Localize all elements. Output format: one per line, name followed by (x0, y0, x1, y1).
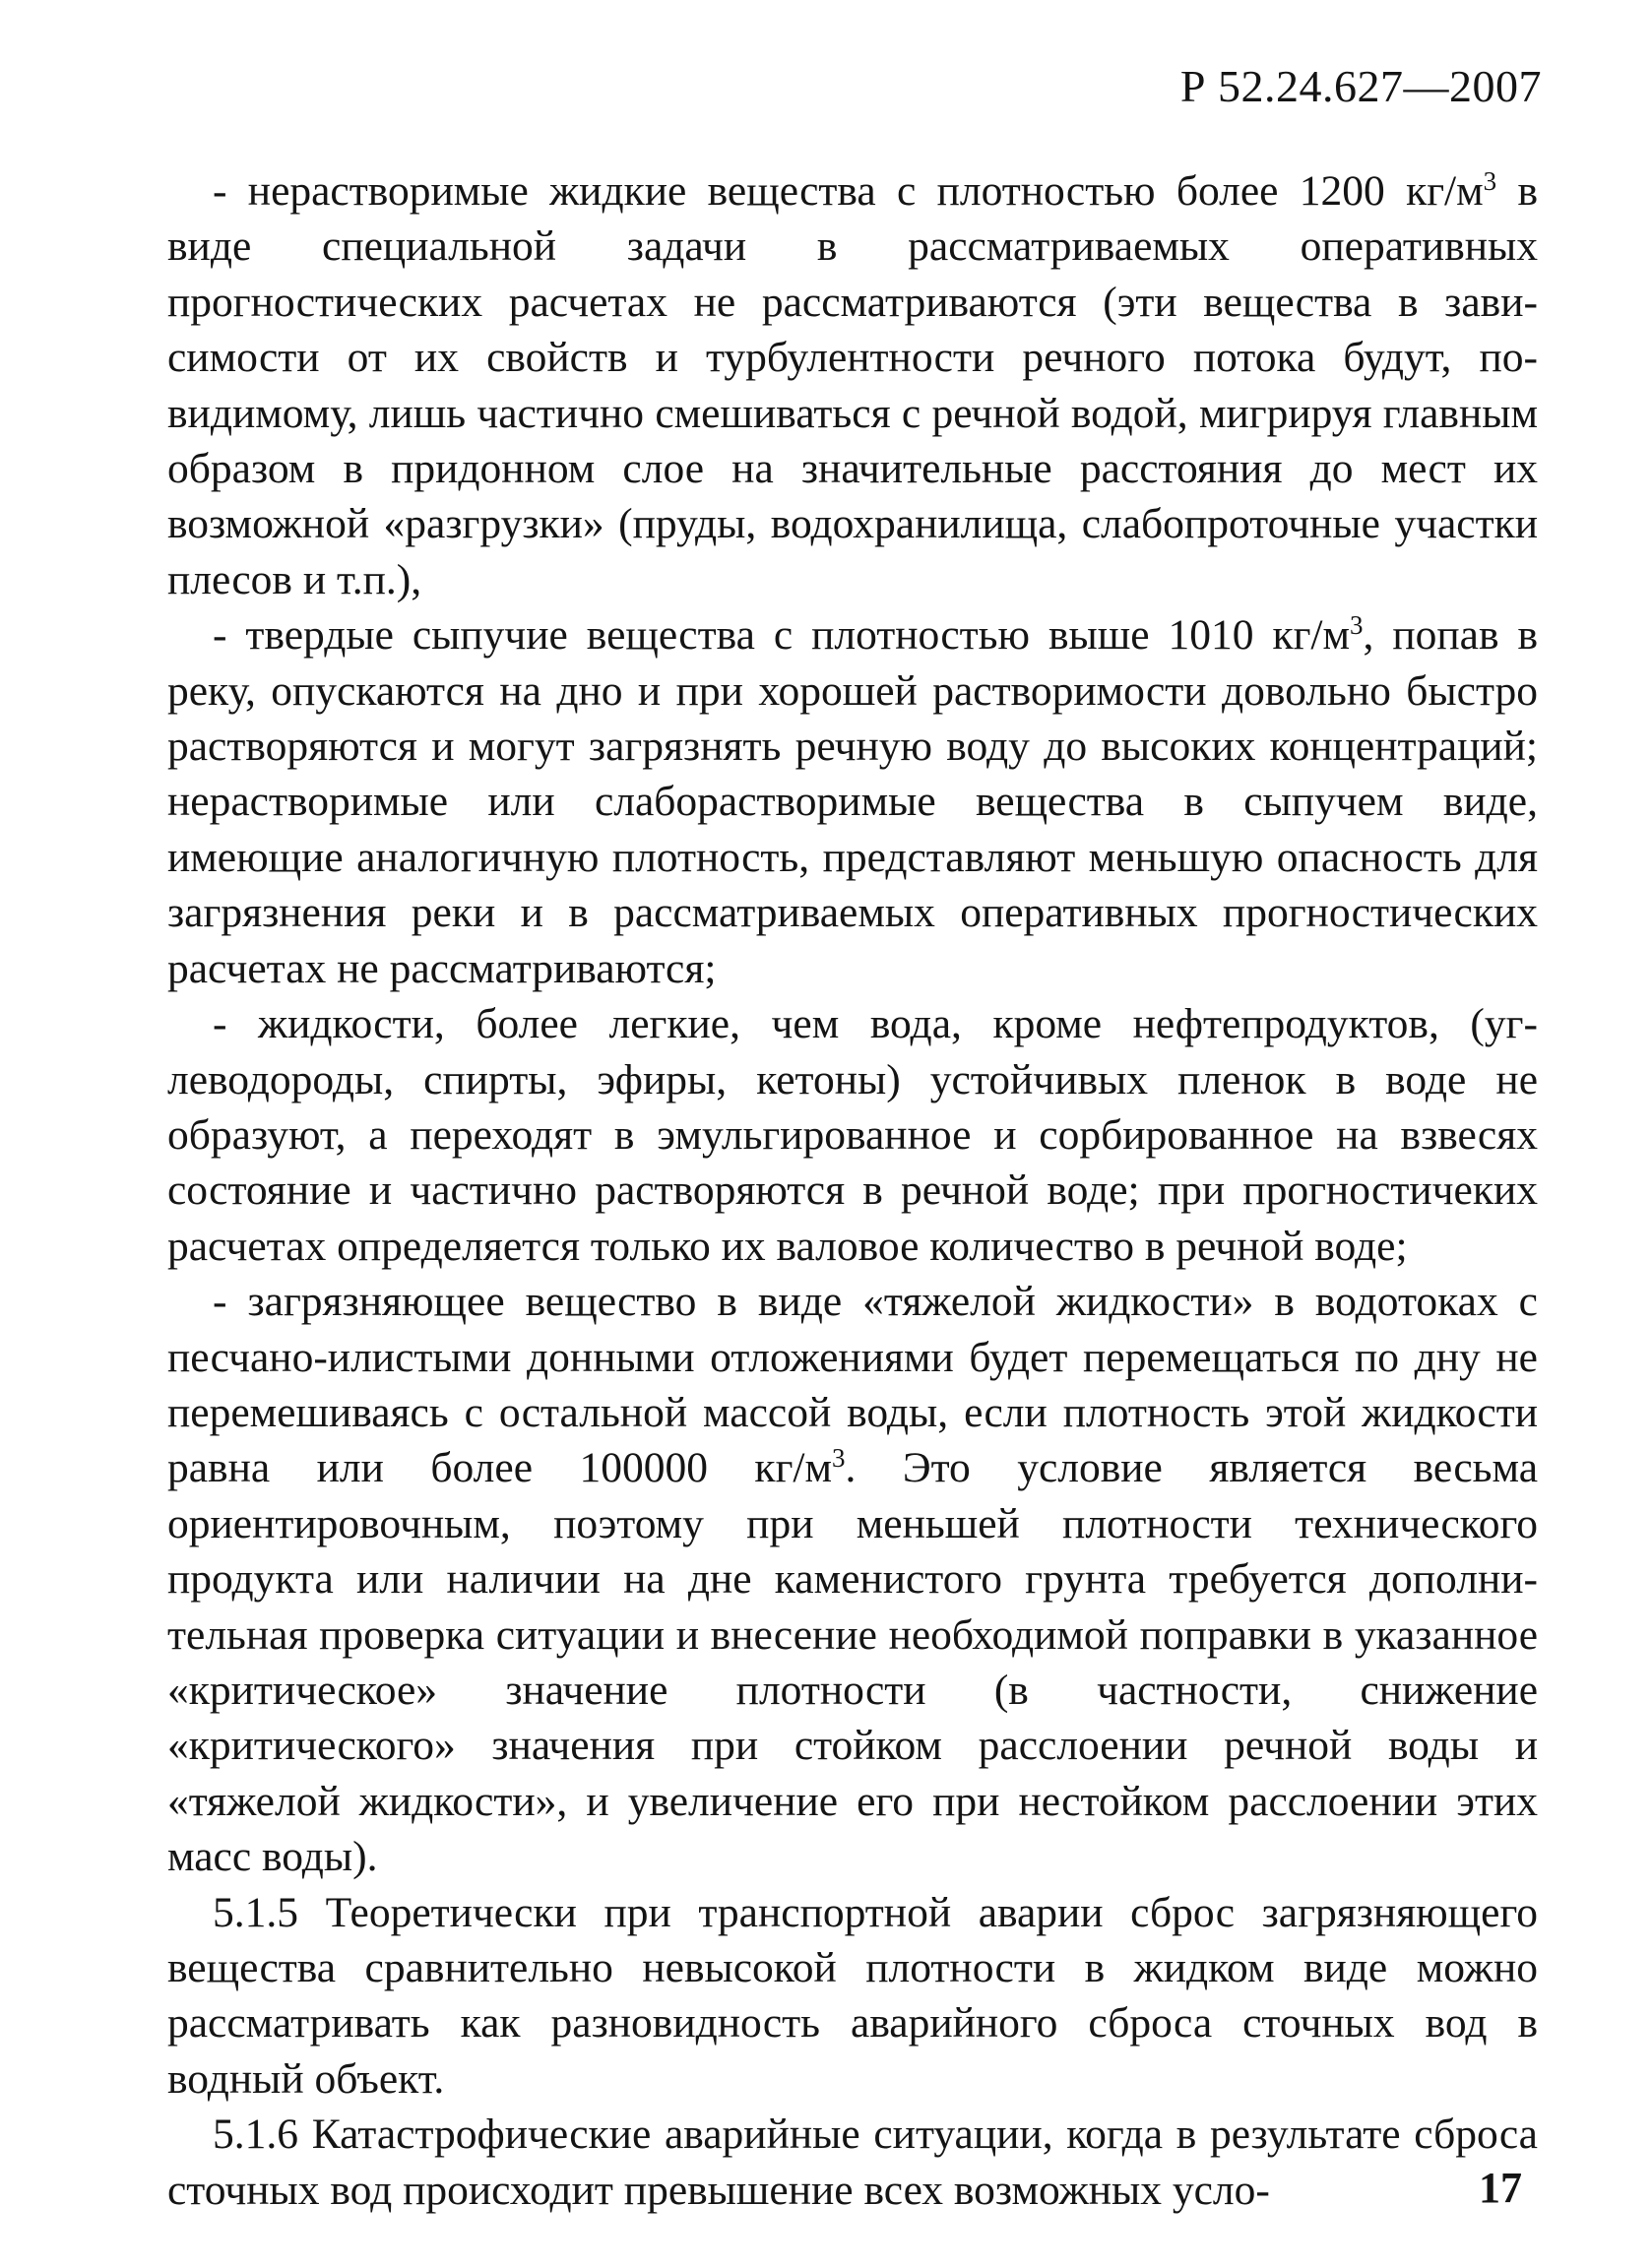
section-5-1-5 (167, 1885, 1538, 2108)
text-run: 5.1.6 Катастрофические аварийные ситуации, когда в результате сброса сточных вод происходит превышение всех возможных усло- (167, 2110, 1538, 2214)
text-run: - твердые сыпучие вещества с плотностью выше 1010 кг/м (213, 611, 1351, 660)
text-run: - загрязняющее вещество в виде «тяжелой жидкости» в водотоках с песчано-илистыми донными отложениями будет перемещаться по дну не перемешиваясь с остальной массой воды, если плотность этой жидкости равна или более 100000 кг/м (167, 1278, 1538, 1492)
text-run: в виде специальной задачи в рассматриваемых оперативных прогностических расчетах не рассматриваются (эти вещества в зависимости от их свойств и турбулентности речного потока будут, повидимому, лишь частично смешиваться с речной водой, мигрируя главным образом в придонном слое на значительные расстояния до мест их возможной «разгрузки» (пруды, водохранилища, слабопроточные участки плесов и т.п.), (167, 167, 1538, 603)
paragraph-heavy-liquid (167, 1274, 1538, 1884)
superscript: 3 (832, 1443, 846, 1474)
text-run: . Это условие является весьма ориентировочным, поэтому при меньшей плотности технического продукта или наличии на дне каменистого грунта требуется дополнительная проверка ситуации и внесение необходимой поправки в указанное «критическое» значение плотности (в частности, снижение «критического» значения при стойком расслоении речной воды и «тяжелой жидкости», и увеличение его при нестойком расслоении этих масс воды). (167, 1444, 1538, 1881)
paragraph-insoluble-liquids (167, 163, 1538, 607)
text-run: - нерастворимые жидкие вещества с плотностью более 1200 кг/м (213, 167, 1484, 215)
superscript: 3 (1483, 166, 1497, 197)
page-number: 17 (1479, 2164, 1522, 2212)
text-run: - жидкости, более легкие, чем вода, кроме нефтепродуктов, (углеводороды, спирты, эфиры, кетоны) устойчивых пленок в воде не образуют, а переходят в эмульгированное и сорбированное на взвесях состояние и частично растворяются в речной воде; при прогностичеких расчетах определяется только их валовое количество в речной воде; (167, 1000, 1538, 1270)
body-text (167, 163, 1538, 2218)
paragraph-light-liquids (167, 996, 1538, 1274)
paragraph-solid-bulk (167, 607, 1538, 996)
text-run: , попав в реку, опускаются на дно и при хорошей растворимости довольно быстро растворяются и могут загрязнять речную воду до высоких концентраций; нерастворимые или слаборастворимые вещества в сыпучем виде, имеющие аналогичную плотность, представляют меньшую опасность для загрязнения реки и в рассматриваемых оперативных прогностических расчетах не рассматриваются; (167, 611, 1538, 992)
section-5-1-6 (167, 2107, 1538, 2218)
text-run: 5.1.5 Теоретически при транспортной аварии сброс загрязняющего вещества сравнительно невысокой плотности в жидком виде можно рассматривать как разновидность аварийного сброса сточных вод в водный объект. (167, 1888, 1538, 2103)
superscript: 3 (1350, 610, 1364, 641)
document-code: Р 52.24.627—2007 (1179, 61, 1542, 111)
